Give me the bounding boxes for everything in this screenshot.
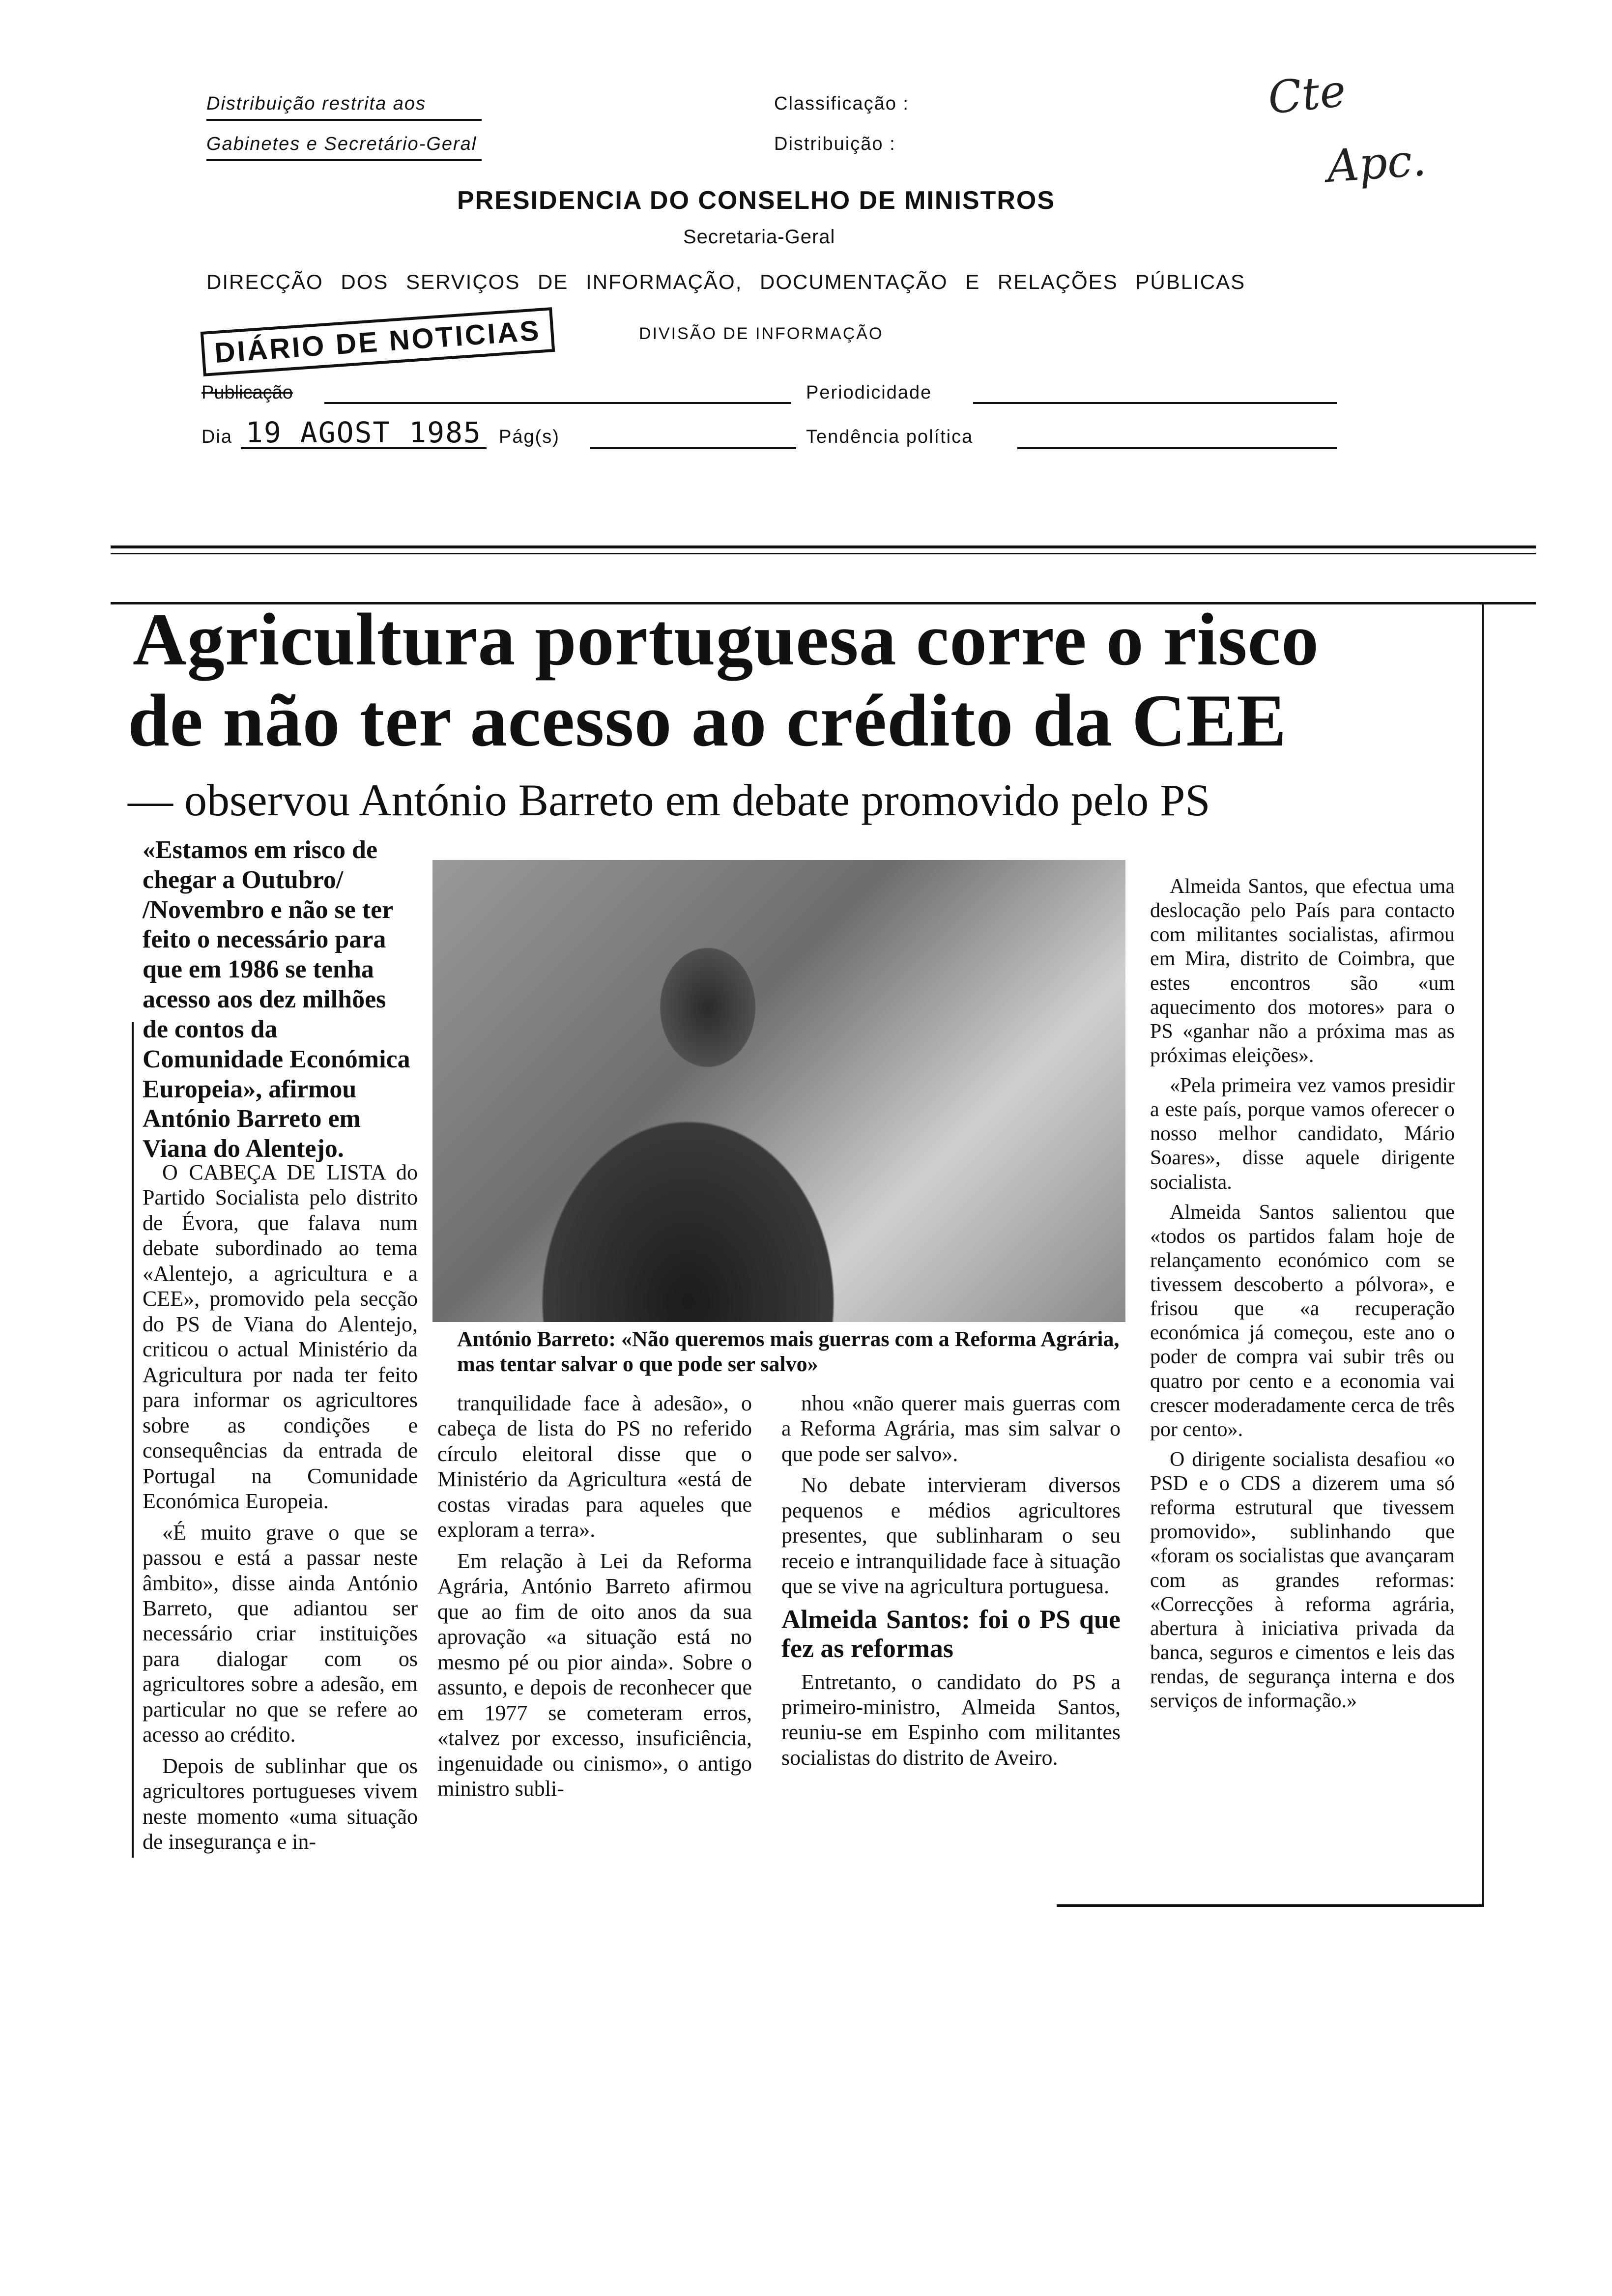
col2-paragraph-2: Em relação à Lei da Reforma Agrária, António Barreto afirmou que ao fim de oito anos da sua aprovação «a situação está no mesmo pé ou pior ainda». Sobre o assunto, e depois de reconhecer que em 1977 se cometeram erros, «talvez por excesso, insuficiência, ingenuidade ou cinismo», o antigo ministro subli-: [437, 1549, 752, 1801]
periodicity-field-line: [973, 402, 1337, 404]
periodicity-label: Periodicidade: [806, 382, 932, 403]
publication-stamp: DIÁRIO DE NOTICIAS: [201, 307, 555, 376]
distribution-restriction-line1: Distribuição restrita aos: [206, 93, 427, 114]
classification-label: Classificação :: [774, 93, 909, 114]
col3-paragraph-3: Entretanto, o candidato do PS a primeiro-ministro, Almeida Santos, reuniu-se em Espinho com militantes socialistas do distrito de Aveiro.: [781, 1669, 1121, 1770]
org-subtitle: Secretaria-Geral: [683, 226, 835, 248]
handwritten-note-1: Cte: [1265, 65, 1349, 124]
article-lead: «Estamos em risco de chegar a Outubro/ /Novembro e não se ter feito o necessário para que em 1986 se tenha acesso aos dez milhões de contos da Comunidade Económica Europeia», afirmou António Barreto em Viana do Alentejo.: [143, 836, 410, 1163]
photo-caption: António Barreto: «Não queremos mais guerras com a Reforma Agrária, mas tentar salvar o que pode ser salvo»: [457, 1327, 1120, 1376]
col3-section-heading: Almeida Santos: foi o PS que fez as reformas: [781, 1604, 1121, 1664]
pages-field-line: [590, 447, 796, 449]
col4-paragraph-4: O dirigente socialista desafiou «o PSD e o CDS a dizerem uma só reforma estrutural que tivessem promovido», sublinhando que «foram os socialistas que avançaram com as grandes reformas: «Correcções à reforma agrária, abertura à iniciativa privada da banca, seguros e cimentos e leis das rendas, de segurança interna e dos serviços de informação.»: [1150, 1448, 1455, 1713]
col2-paragraph-1: tranquilidade face à adesão», o cabeça de lista do PS no referido círculo eleitoral disse que o Ministério da Agricultura «está de costas viradas para aqueles que exploram a terra».: [437, 1391, 752, 1542]
publication-field-line: [324, 402, 791, 404]
col3-paragraph-2: No debate intervieram diversos pequenos e médios agricultores presentes, que sublinharam o seu receio e intranquilidade face à situação que se vive na agricultura portuguesa.: [781, 1473, 1121, 1599]
clipping-right-edge: [1482, 604, 1484, 1907]
clipping-top-rule: [111, 545, 1536, 548]
publication-label: Publicação: [202, 382, 293, 403]
day-label: Dia: [202, 427, 233, 447]
subheadline: — observou António Barreto em debate promovido pelo PS: [128, 775, 1210, 825]
col4-paragraph-3: Almeida Santos salientou que «todos os partidos falam hoje de relançamento económico com se tivessem descoberto a pólvora», e frisou que «a recuperação económica já começou, este ano o poder de compra vai subir três ou quatro por cento e a economia vai crescer moderadamente cerca de três por cento».: [1150, 1201, 1455, 1441]
division-label: DIVISÃO DE INFORMAÇÃO: [639, 324, 884, 343]
headline-line1: Agricultura portuguesa corre o risco: [133, 598, 1320, 681]
day-value: 19 AGOST 1985: [246, 416, 482, 449]
political-field-line: [1017, 447, 1337, 449]
clipping-bottom-rule: [1057, 1904, 1484, 1907]
col4-paragraph-1: Almeida Santos, que efectua uma deslocação pelo País para contacto com militantes socialistas, afirmou em Mira, distrito de Coimbra, que estes encontros são «um aquecimento dos motores» para o PS «ganhar não a próxima mas as próximas eleições».: [1150, 875, 1455, 1067]
column-2: [437, 1391, 752, 1802]
divider: [206, 159, 482, 161]
col1-paragraph-1: O CABEÇA DE LISTA do Partido Socialista pelo distrito de Évora, que falava num debate subordinado ao tema «Alentejo, a agricultura e a CEE», promovido pela secção do PS de Viana do Alentejo, criticou o actual Ministério da Agricultura por nada ter feito para informar os agricultores sobre as condições e consequências da entrada de Portugal na Comunidade Económica Europeia.: [143, 1160, 418, 1514]
column-4: [1150, 875, 1455, 1713]
clipping-top-rule-thin: [111, 553, 1536, 554]
political-tendency-label: Tendência política: [806, 427, 974, 447]
handwritten-note-2: Apc.: [1325, 134, 1428, 193]
divider: [206, 119, 482, 121]
col1-paragraph-2: «É muito grave o que se passou e está a passar neste âmbito», disse ainda António Barreto, que adiantou ser necessário criar instituições para dialogar com os agricultores sobre a adesão, em particular no que se refere ao acesso ao crédito.: [143, 1520, 418, 1747]
distribution-restriction-line2: Gabinetes e Secretário-Geral: [206, 134, 477, 154]
column-1: [143, 1160, 418, 1855]
directorate: DIRECÇÃO DOS SERVIÇOS DE INFORMAÇÃO, DOCUMENTAÇÃO E RELAÇÕES PÚBLICAS: [206, 270, 1246, 293]
col1-paragraph-3: Depois de sublinhar que os agricultores portugueses vivem neste momento «uma situação de insegurança e in-: [143, 1753, 418, 1854]
article-photo: [432, 860, 1125, 1322]
clipping-left-edge: [132, 1022, 134, 1858]
distribution-label: Distribuição :: [774, 134, 896, 154]
day-field-line: [241, 447, 487, 449]
column-3: [781, 1391, 1121, 1770]
col3-paragraph-1: nhou «não querer mais guerras com a Reforma Agrária, mas sim salvar o que pode ser salvo».: [781, 1391, 1121, 1466]
org-title: PRESIDENCIA DO CONSELHO DE MINISTROS: [457, 186, 1056, 215]
col4-paragraph-2: «Pela primeira vez vamos presidir a este país, porque vamos oferecer o nosso melhor candidato, Mário Soares», disse aquele dirigente socialista.: [1150, 1074, 1455, 1194]
headline-line2: de não ter acesso ao crédito da CEE: [128, 679, 1287, 762]
pages-label: Pág(s): [499, 427, 560, 447]
